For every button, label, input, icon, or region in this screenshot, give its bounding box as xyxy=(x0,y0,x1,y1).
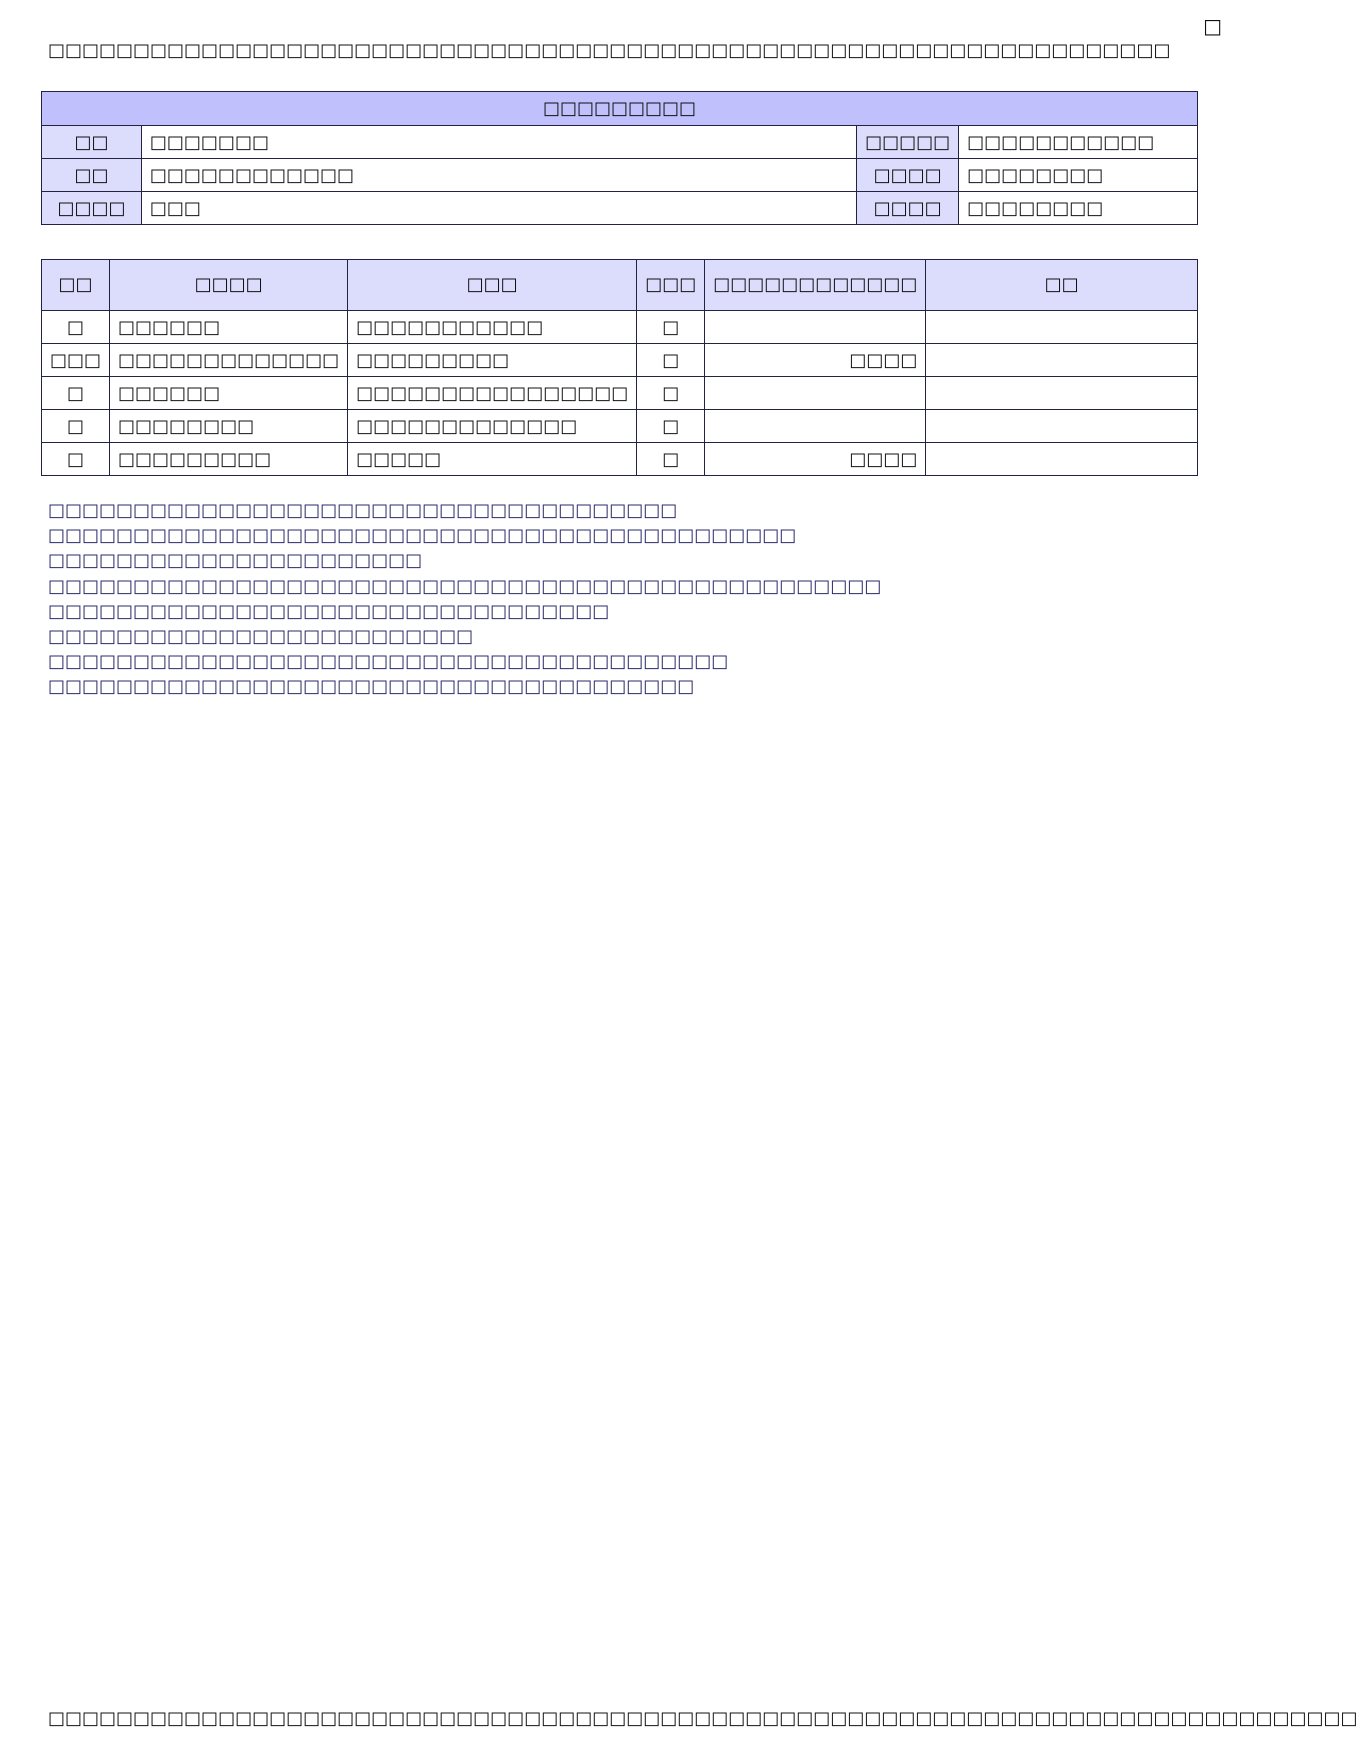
page-number: □ xyxy=(1203,14,1222,38)
cell-name: □□□□□□□□□□□□□ xyxy=(110,344,348,377)
cell-spec: □□□□□ xyxy=(348,443,637,476)
cell-qty: □ xyxy=(637,410,705,443)
note-line: □□□□□□□□□□□□□□□□□□□□□□□□□□□□□□□□□□□□□ xyxy=(48,500,678,521)
column-header: □□ xyxy=(42,260,110,311)
cell-amount: □□□□ xyxy=(705,443,926,476)
table-row xyxy=(42,377,1198,410)
cell-note xyxy=(926,410,1198,443)
items-table xyxy=(41,259,1198,476)
cell-no: □□□ xyxy=(42,344,110,377)
info-label: □□ xyxy=(42,159,142,192)
cell-note xyxy=(926,311,1198,344)
cell-name: □□□□□□ xyxy=(110,377,348,410)
table-row xyxy=(42,344,1198,377)
cell-spec: □□□□□□□□□ xyxy=(348,344,637,377)
document-header: □□□□□□□□□□□□□□□□□□□□□□□□□□□□□□□□□□□□□□□□□□□□□□□□□□□□□□□□□□□□□□□□□□ xyxy=(48,40,1171,61)
note-line: □□□□□□□□□□□□□□□□□□□□□□□□□ xyxy=(48,626,474,648)
column-header: □□ xyxy=(926,260,1198,311)
cell-spec: □□□□□□□□□□□ xyxy=(348,311,637,344)
info-label: □□□□□ xyxy=(857,126,959,159)
column-header: □□□□ xyxy=(110,260,348,311)
info-row xyxy=(42,159,1198,192)
column-header: □□□ xyxy=(348,260,637,311)
info-value: □□□□□□□□□□□ xyxy=(959,126,1198,159)
cell-qty: □ xyxy=(637,344,705,377)
info-row xyxy=(42,192,1198,225)
table-row xyxy=(42,443,1198,476)
info-row xyxy=(42,126,1198,159)
cell-amount: □□□□ xyxy=(705,344,926,377)
cell-name: □□□□□□□□ xyxy=(110,410,348,443)
column-header: □□□□□□□□□□□□ xyxy=(705,260,926,311)
note-line: □□□□□□□□□□□□□□□□□□□□□□□□□□□□□□□□□□□□□□ xyxy=(48,676,695,698)
info-value: □□□□□□□□ xyxy=(959,192,1198,225)
info-table xyxy=(41,91,1198,225)
cell-spec: □□□□□□□□□□□□□ xyxy=(348,410,637,443)
cell-name: □□□□□□□□□ xyxy=(110,443,348,476)
cell-spec: □□□□□□□□□□□□□□□□ xyxy=(348,377,637,410)
info-label: □□□□ xyxy=(42,192,142,225)
cell-qty: □ xyxy=(637,443,705,476)
items-header-row xyxy=(42,260,1198,311)
cell-note xyxy=(926,377,1198,410)
notes-section xyxy=(48,498,1120,700)
cell-name: □□□□□□ xyxy=(110,311,348,344)
info-value: □□□□□□□□ xyxy=(959,159,1198,192)
info-label: □□ xyxy=(42,126,142,159)
note-line: □□□□□□□□□□□□□□□□□□□□□□□□□□□□□□□□□□□□□□□□ xyxy=(48,651,729,673)
cell-qty: □ xyxy=(637,377,705,410)
note-line: □□□□□□□□□□□□□□□□□□□□□□□□□□□□□□□□□□□□□□□□□□□□□□□□□ xyxy=(48,575,882,597)
note-line: □□□□□□□□□□□□□□□□□□□□□□□□□□□□□□□□□□□□□□□□□□□□ xyxy=(48,525,797,547)
cell-no: □ xyxy=(42,311,110,344)
cell-no: □ xyxy=(42,443,110,476)
cell-amount xyxy=(705,410,926,443)
note-line: □□□□□□□□□□□□□□□□□□□□□□□□□□□□□□□□□ xyxy=(48,600,610,622)
table-row xyxy=(42,311,1198,344)
column-header: □□□ xyxy=(637,260,705,311)
info-value: □□□□□□□□□□□□ xyxy=(141,159,856,192)
cell-note xyxy=(926,443,1198,476)
info-value: □□□□□□□ xyxy=(141,126,856,159)
info-label: □□□□ xyxy=(857,192,959,225)
info-label: □□□□ xyxy=(857,159,959,192)
info-table-title: □□□□□□□□□ xyxy=(42,92,1198,126)
cell-no: □ xyxy=(42,410,110,443)
info-value: □□□ xyxy=(141,192,856,225)
cell-no: □ xyxy=(42,377,110,410)
note-line: □□□□□□□□□□□□□□□□□□□□□□ xyxy=(48,550,423,572)
document-footer: □□□□□□□□□□□□□□□□□□□□□□□□□□□□□□□□□□□□□□□□□□□□□□□□□□□□□□□□□□□□□□□□□□□□□□□□□□□□□ xyxy=(48,1708,1358,1729)
cell-amount xyxy=(705,311,926,344)
cell-qty: □ xyxy=(637,311,705,344)
table-row xyxy=(42,410,1198,443)
cell-amount xyxy=(705,377,926,410)
cell-note xyxy=(926,344,1198,377)
